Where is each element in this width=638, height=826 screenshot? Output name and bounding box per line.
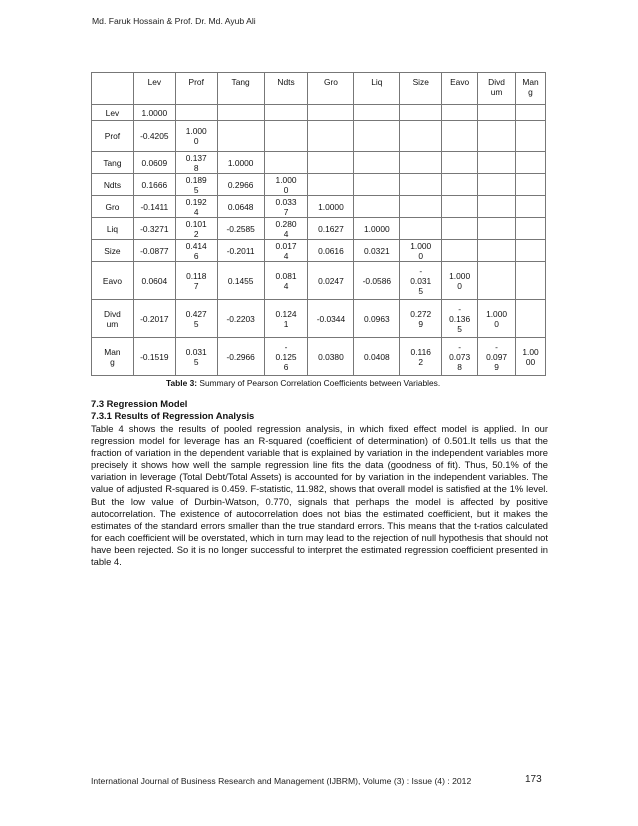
table-cell: 0.0380	[308, 338, 354, 376]
table-cell	[478, 174, 516, 196]
section-heading: 7.3 Regression Model	[91, 398, 188, 409]
table-cell	[264, 105, 308, 121]
column-header: Gro	[308, 73, 354, 105]
table-cell: 1.00 00	[516, 338, 546, 376]
running-header: Md. Faruk Hossain & Prof. Dr. Md. Ayub Ali	[92, 16, 256, 26]
table-cell	[354, 174, 400, 196]
table-cell: -0.2966	[217, 338, 264, 376]
table-cell: 1.000 0	[264, 174, 308, 196]
table-cell: 0.017 4	[264, 240, 308, 262]
table-cell	[400, 174, 442, 196]
table-cell: 0.033 7	[264, 196, 308, 218]
page-number: 173	[525, 774, 542, 785]
table-cell: 0.0247	[308, 262, 354, 300]
table-cell	[354, 196, 400, 218]
table-cell: - 0.125 6	[264, 338, 308, 376]
table-cell	[264, 152, 308, 174]
caption-label: Table 3:	[166, 378, 198, 388]
table-cell: -0.4205	[133, 121, 175, 152]
table-cell: 1.0000	[217, 152, 264, 174]
table-cell	[442, 218, 478, 240]
table-cell: 0.0963	[354, 300, 400, 338]
table-cell: 0.427 5	[175, 300, 217, 338]
table-cell: 0.0648	[217, 196, 264, 218]
row-label: Size	[92, 240, 134, 262]
table-cell: 1.000 0	[478, 300, 516, 338]
table-cell: -0.2585	[217, 218, 264, 240]
table-cell	[478, 262, 516, 300]
table-row	[92, 152, 546, 174]
table-cell: 1.000 0	[442, 262, 478, 300]
table-cell	[516, 174, 546, 196]
table-cell: - 0.097 9	[478, 338, 516, 376]
table-cell: 0.081 4	[264, 262, 308, 300]
table-cell: 0.118 7	[175, 262, 217, 300]
column-header: Tang	[217, 73, 264, 105]
table-cell: 1.000 0	[400, 240, 442, 262]
row-label: Divd um	[92, 300, 134, 338]
table-cell	[354, 152, 400, 174]
table-cell	[400, 105, 442, 121]
column-header: Ndts	[264, 73, 308, 105]
table-cell: -0.0877	[133, 240, 175, 262]
table-cell	[354, 105, 400, 121]
table-cell	[478, 152, 516, 174]
table-cell	[400, 152, 442, 174]
body-paragraph: Table 4 shows the results of pooled regression analysis, in which fixed effect model is applied. In our regression model for leverage has an R-squared (coefficient of determination) of 0.501.It tells us that the fraction of variation in the dependent variable that is explained by variation in the independent variables more precisely it shows how well the sample regression line fits the data (goodness of fit). Thus, 50.1% of the variation in leverage (Total Debt/Total Assets) is accounted for by variation in the independent variables. The value of adjusted R-squared is 0.459. F-statistic, 11.982, shows that overall model is satisfied at the 1% level. But the low value of Durbin-Watson, 0.770, signals that perhaps the model is affected by positive autocorrelation. The existence of autocorrelation does not bias the estimated coefficient, but it makes the estimates of the standard errors smaller than the true standard errors. This means that the t-ratios calculated for each coefficient will be overstated, which in turn may lead to the rejection of null hypothesis that should not have been rejected. So it is no longer successful to interpret the estimated regression coefficient presented in table 4.	[91, 423, 548, 568]
table-cell	[308, 152, 354, 174]
table-cell	[516, 300, 546, 338]
table-cell	[442, 105, 478, 121]
table-cell	[516, 105, 546, 121]
table-cell: 0.1666	[133, 174, 175, 196]
table-cell	[516, 121, 546, 152]
table-cell	[308, 105, 354, 121]
column-header: Liq	[354, 73, 400, 105]
table-cell: 0.280 4	[264, 218, 308, 240]
table-row	[92, 240, 546, 262]
column-header	[92, 73, 134, 105]
table-row	[92, 174, 546, 196]
table-row	[92, 262, 546, 300]
table-cell	[516, 196, 546, 218]
table-cell: 0.031 5	[175, 338, 217, 376]
table-cell	[354, 121, 400, 152]
table-row	[92, 218, 546, 240]
table-cell: 0.1627	[308, 218, 354, 240]
table-caption	[166, 378, 440, 388]
journal-footer: International Journal of Business Research and Management (IJBRM), Volume (3) : Issue (4) : 2012	[91, 776, 472, 786]
table-cell	[478, 196, 516, 218]
column-header: Lev	[133, 73, 175, 105]
row-label: Gro	[92, 196, 134, 218]
table-cell: 0.0604	[133, 262, 175, 300]
table-row	[92, 105, 546, 121]
row-label: Prof	[92, 121, 134, 152]
table-cell: 0.0616	[308, 240, 354, 262]
row-label: Lev	[92, 105, 134, 121]
table-cell	[442, 196, 478, 218]
table-cell: -0.0344	[308, 300, 354, 338]
table-header-row	[92, 73, 546, 105]
table-cell: 0.0321	[354, 240, 400, 262]
table-cell	[400, 196, 442, 218]
table-cell: 0.1455	[217, 262, 264, 300]
table-cell: 0.272 9	[400, 300, 442, 338]
column-header: Man g	[516, 73, 546, 105]
table-row	[92, 121, 546, 152]
table-cell: 1.0000	[354, 218, 400, 240]
caption-text: Summary of Pearson Correlation Coefficients between Variables.	[197, 378, 441, 388]
table-cell	[442, 240, 478, 262]
column-header: Eavo	[442, 73, 478, 105]
table-row	[92, 196, 546, 218]
table-cell: 0.0609	[133, 152, 175, 174]
table-cell: - 0.073 8	[442, 338, 478, 376]
table-cell: 0.192 4	[175, 196, 217, 218]
table-cell	[516, 240, 546, 262]
column-header: Size	[400, 73, 442, 105]
table-cell: -0.1411	[133, 196, 175, 218]
table-cell: 0.124 1	[264, 300, 308, 338]
table-cell: -0.2203	[217, 300, 264, 338]
table-cell: 0.116 2	[400, 338, 442, 376]
table-cell	[478, 240, 516, 262]
table-cell	[516, 152, 546, 174]
column-header: Prof	[175, 73, 217, 105]
table-cell	[308, 121, 354, 152]
table-cell: 0.414 6	[175, 240, 217, 262]
table-cell: 0.137 8	[175, 152, 217, 174]
correlation-table	[91, 72, 546, 376]
table-cell: - 0.136 5	[442, 300, 478, 338]
table-cell: 0.101 2	[175, 218, 217, 240]
table-cell	[217, 121, 264, 152]
table-cell: -0.2011	[217, 240, 264, 262]
table-cell	[400, 121, 442, 152]
table-cell	[264, 121, 308, 152]
table-cell: 0.2966	[217, 174, 264, 196]
table-cell	[175, 105, 217, 121]
table-cell	[516, 218, 546, 240]
table-cell: 0.0408	[354, 338, 400, 376]
table-row	[92, 338, 546, 376]
table-cell: - 0.031 5	[400, 262, 442, 300]
table-cell	[400, 218, 442, 240]
table-cell: -0.2017	[133, 300, 175, 338]
table-cell: 1.0000	[133, 105, 175, 121]
row-label: Eavo	[92, 262, 134, 300]
row-label: Ndts	[92, 174, 134, 196]
table-cell	[308, 174, 354, 196]
subsection-heading: 7.3.1 Results of Regression Analysis	[91, 410, 255, 421]
table-cell: -0.3271	[133, 218, 175, 240]
table-cell: -0.1519	[133, 338, 175, 376]
row-label: Tang	[92, 152, 134, 174]
table-cell	[516, 262, 546, 300]
row-label: Man g	[92, 338, 134, 376]
table-cell	[478, 105, 516, 121]
table-cell	[442, 121, 478, 152]
table-cell	[217, 105, 264, 121]
row-label: Liq	[92, 218, 134, 240]
table-cell: 0.189 5	[175, 174, 217, 196]
table-cell	[442, 152, 478, 174]
table-cell: 1.0000	[308, 196, 354, 218]
column-header: Divd um	[478, 73, 516, 105]
table-cell	[442, 174, 478, 196]
table-row	[92, 300, 546, 338]
table-cell	[478, 218, 516, 240]
table-cell: 1.000 0	[175, 121, 217, 152]
table-cell: -0.0586	[354, 262, 400, 300]
table-cell	[478, 121, 516, 152]
